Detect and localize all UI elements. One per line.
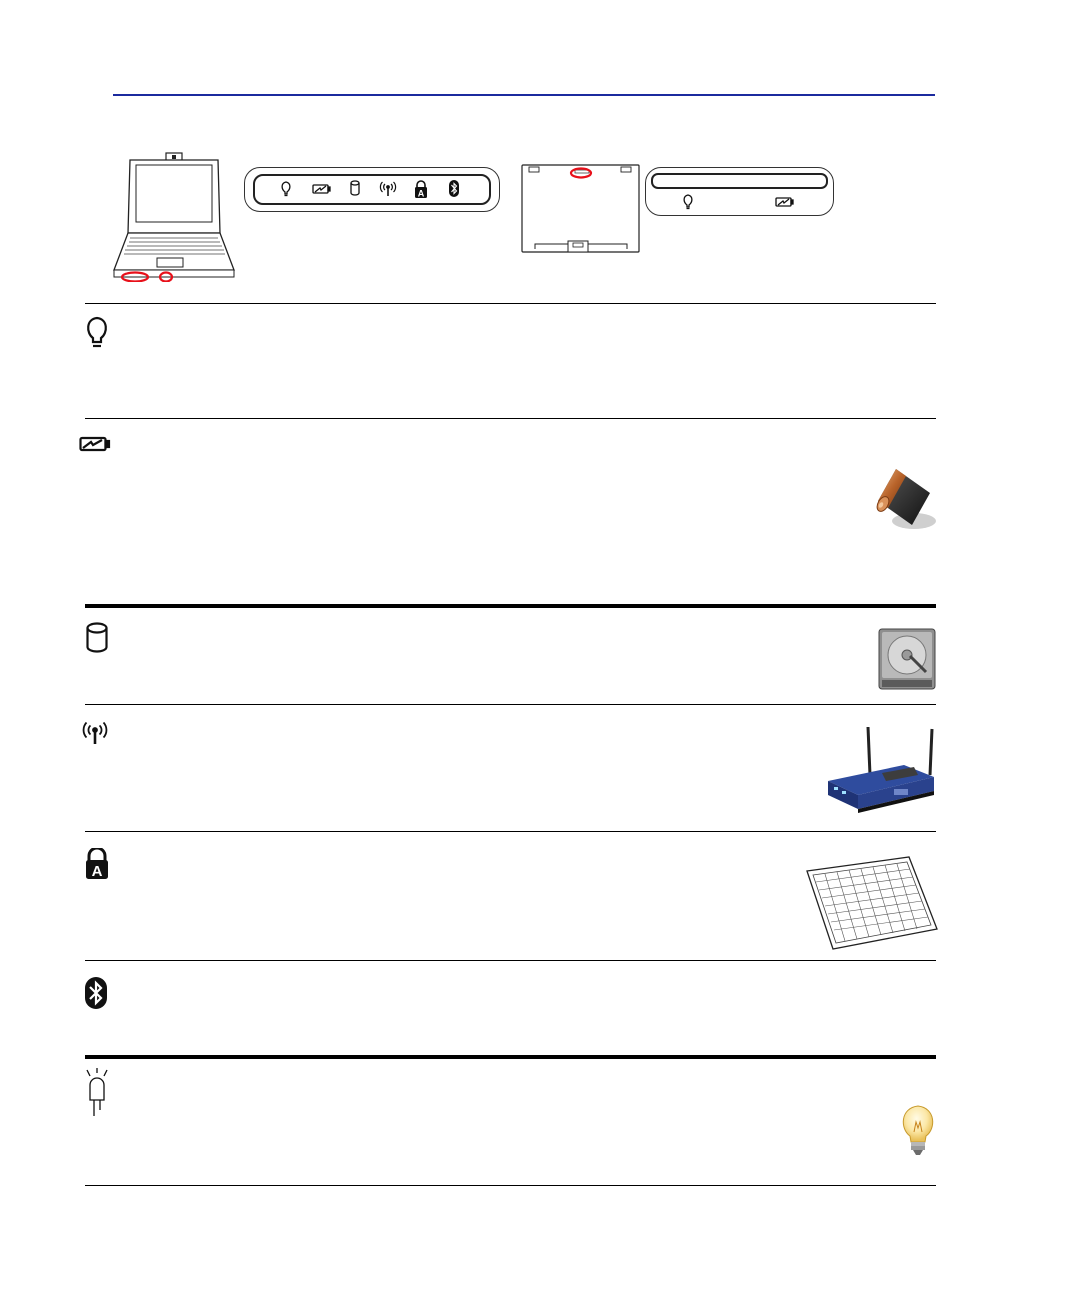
led-indicator-icon xyxy=(83,1068,111,1118)
power-indicator-icon xyxy=(85,316,109,350)
battery-illustration xyxy=(868,463,938,533)
keyboard-illustration xyxy=(803,855,939,951)
section-divider xyxy=(85,960,936,961)
hard-drive-illustration xyxy=(878,628,936,690)
section-divider xyxy=(85,831,936,832)
top-indicator-panel xyxy=(645,167,834,216)
battery-charge-icon xyxy=(313,185,330,193)
capital-lock-icon xyxy=(415,181,427,199)
laptop-front-illustration xyxy=(110,150,238,282)
wireless-router-illustration xyxy=(822,725,938,819)
laptop-top-illustration xyxy=(521,164,641,256)
bluetooth-indicator-icon xyxy=(449,180,459,197)
power-indicator-icon xyxy=(684,195,692,209)
power-indicator-icon xyxy=(282,182,290,196)
front-indicator-strip xyxy=(253,174,491,205)
header-rule xyxy=(113,94,935,96)
bluetooth-indicator-icon xyxy=(84,977,108,1009)
svg-text:A: A xyxy=(417,188,425,199)
battery-charge-icon xyxy=(776,198,793,206)
section-divider xyxy=(85,704,936,705)
section-divider-thick xyxy=(85,604,936,608)
section-divider-thick xyxy=(85,1055,936,1059)
drive-activity-icon xyxy=(351,181,359,195)
light-bulb-illustration xyxy=(897,1102,939,1158)
svg-text:A: A xyxy=(91,863,103,880)
section-divider xyxy=(85,303,936,304)
section-divider xyxy=(85,418,936,419)
drive-activity-icon xyxy=(86,622,108,654)
battery-charge-icon xyxy=(79,436,111,452)
wireless-indicator-icon xyxy=(380,182,395,196)
section-divider xyxy=(85,1185,936,1186)
wireless-indicator-icon xyxy=(82,721,108,745)
capital-lock-icon xyxy=(84,848,110,880)
front-indicator-panel xyxy=(244,167,500,212)
